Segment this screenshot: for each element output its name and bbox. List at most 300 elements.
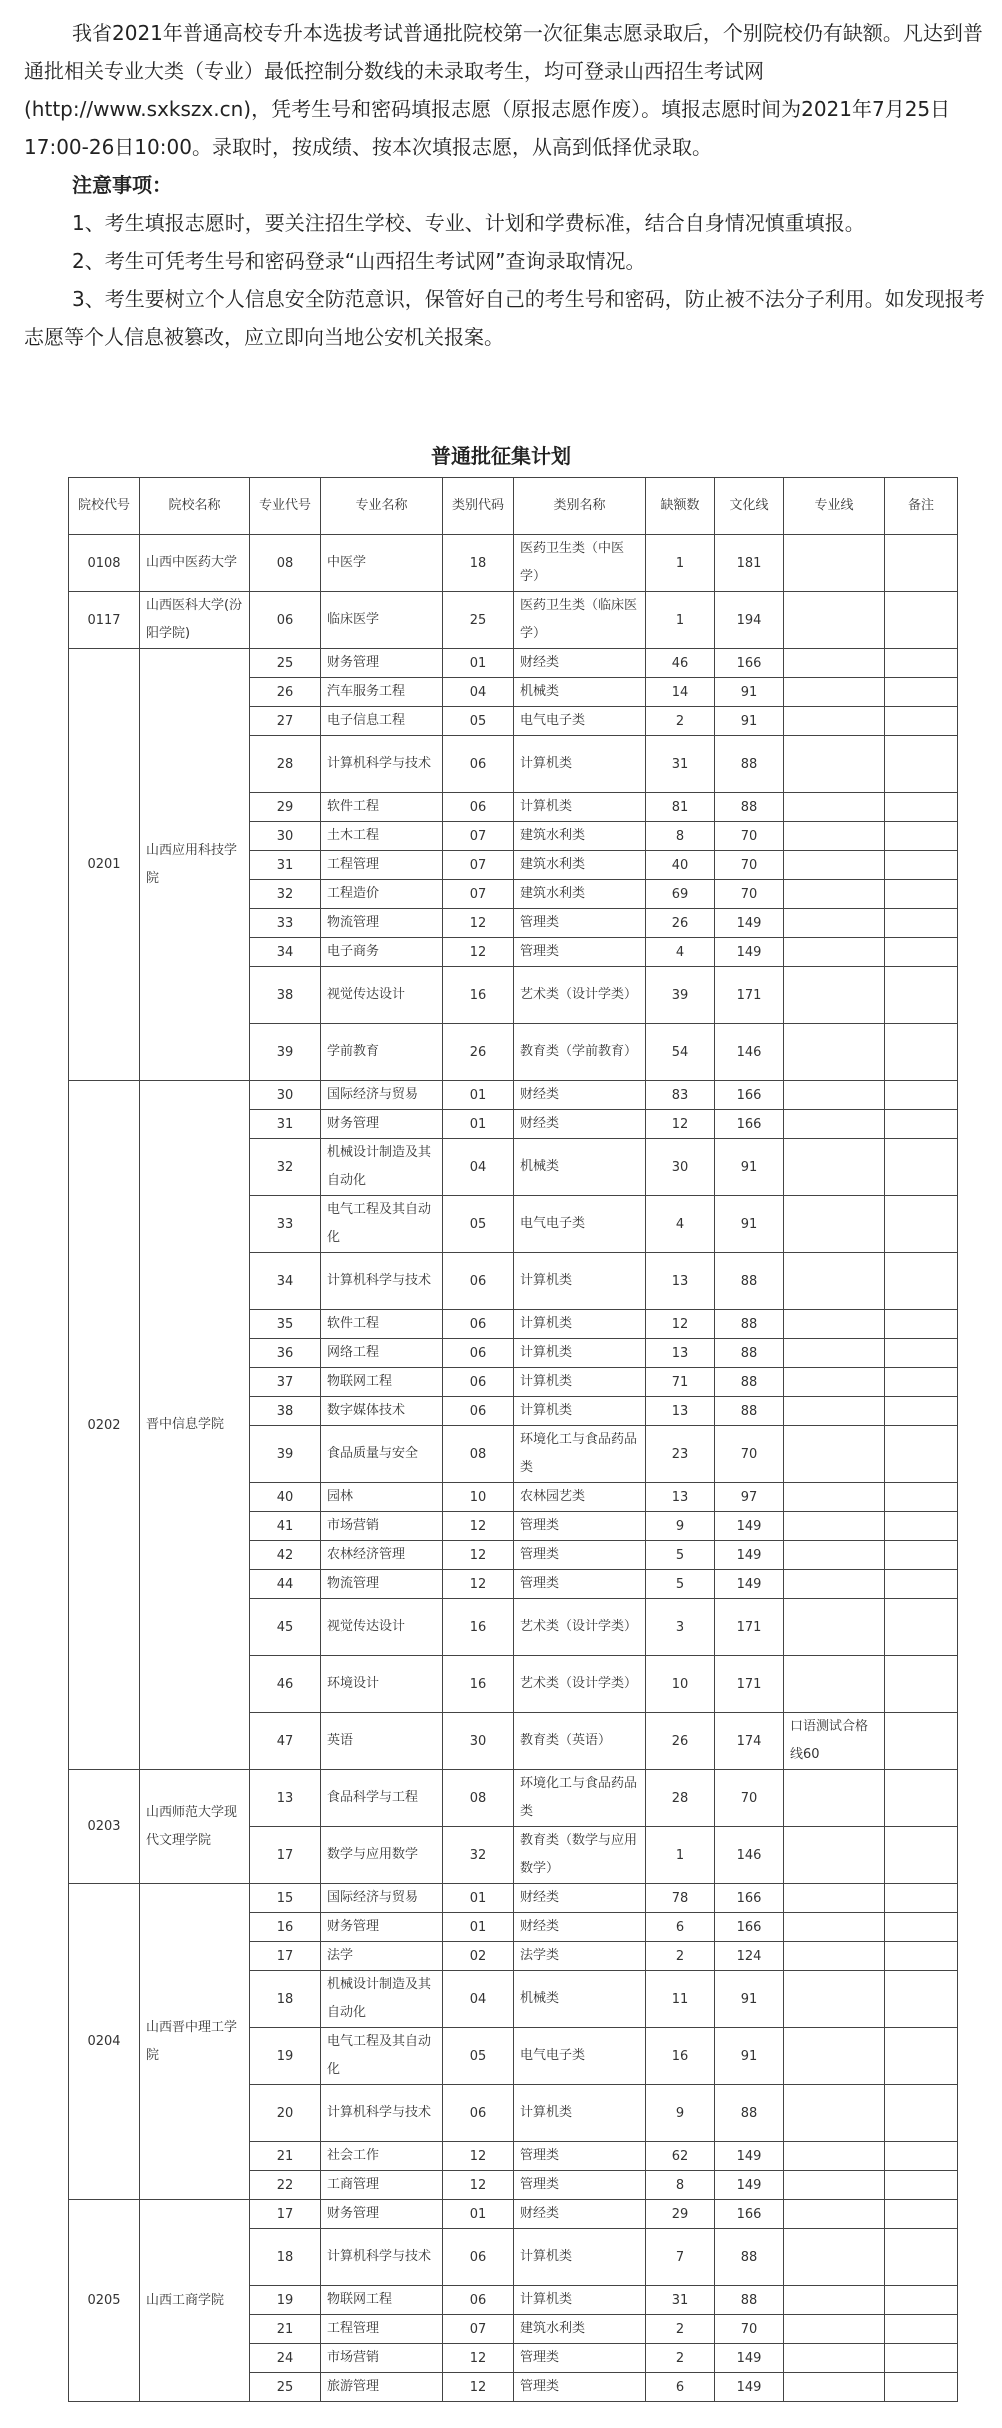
category-code-cell: 07 bbox=[443, 2315, 514, 2344]
category-code-cell: 25 bbox=[443, 592, 514, 649]
major-code-cell: 17 bbox=[250, 1942, 321, 1971]
remarks-cell bbox=[885, 880, 958, 909]
remarks-cell bbox=[885, 1913, 958, 1942]
category-code-cell: 01 bbox=[443, 1913, 514, 1942]
remarks-cell bbox=[885, 1310, 958, 1339]
major-line-cell bbox=[784, 1339, 885, 1368]
category-code-cell: 01 bbox=[443, 1110, 514, 1139]
vacancies-cell: 13 bbox=[646, 1339, 715, 1368]
culture-line-cell: 88 bbox=[715, 1397, 784, 1426]
major-code-cell: 38 bbox=[250, 1397, 321, 1426]
category-code-cell: 01 bbox=[443, 2200, 514, 2229]
category-code-cell: 32 bbox=[443, 1827, 514, 1884]
major-line-cell: 口语测试合格线60 bbox=[784, 1713, 885, 1770]
category-name-cell: 财经类 bbox=[514, 1884, 646, 1913]
category-name-cell: 管理类 bbox=[514, 2171, 646, 2200]
culture-line-cell: 171 bbox=[715, 967, 784, 1024]
vacancies-cell: 78 bbox=[646, 1884, 715, 1913]
major-name-cell: 法学 bbox=[321, 1942, 443, 1971]
vacancies-cell: 29 bbox=[646, 2200, 715, 2229]
category-name-cell: 医药卫生类（中医学） bbox=[514, 535, 646, 592]
school-name-cell: 山西医科大学(汾阳学院) bbox=[140, 592, 250, 649]
category-name-cell: 计算机类 bbox=[514, 1253, 646, 1310]
school-code-cell: 0204 bbox=[69, 1884, 140, 2200]
category-code-cell: 12 bbox=[443, 2171, 514, 2200]
major-code-cell: 19 bbox=[250, 2286, 321, 2315]
intro-section bbox=[24, 14, 986, 356]
major-name-cell: 计算机科学与技术 bbox=[321, 1253, 443, 1310]
vacancies-cell: 31 bbox=[646, 2286, 715, 2315]
culture-line-cell: 146 bbox=[715, 1827, 784, 1884]
major-line-cell bbox=[784, 1426, 885, 1483]
category-name-cell: 教育类（英语） bbox=[514, 1713, 646, 1770]
vacancies-cell: 2 bbox=[646, 707, 715, 736]
major-code-cell: 33 bbox=[250, 1196, 321, 1253]
remarks-cell bbox=[885, 1081, 958, 1110]
culture-line-cell: 166 bbox=[715, 649, 784, 678]
culture-line-cell: 91 bbox=[715, 1139, 784, 1196]
major-code-cell: 32 bbox=[250, 880, 321, 909]
major-code-cell: 45 bbox=[250, 1599, 321, 1656]
category-name-cell: 机械类 bbox=[514, 678, 646, 707]
major-name-cell: 机械设计制造及其自动化 bbox=[321, 1139, 443, 1196]
category-code-cell: 12 bbox=[443, 1541, 514, 1570]
category-code-cell: 05 bbox=[443, 1196, 514, 1253]
major-code-cell: 29 bbox=[250, 793, 321, 822]
major-line-cell bbox=[784, 1397, 885, 1426]
remarks-cell bbox=[885, 1942, 958, 1971]
category-code-cell: 08 bbox=[443, 1426, 514, 1483]
header-category-name: 类别名称 bbox=[514, 478, 646, 535]
major-name-cell: 网络工程 bbox=[321, 1339, 443, 1368]
remarks-cell bbox=[885, 1884, 958, 1913]
category-code-cell: 16 bbox=[443, 1656, 514, 1713]
culture-line-cell: 149 bbox=[715, 1512, 784, 1541]
vacancies-cell: 6 bbox=[646, 2373, 715, 2402]
major-name-cell: 学前教育 bbox=[321, 1024, 443, 1081]
major-name-cell: 园林 bbox=[321, 1483, 443, 1512]
major-line-cell bbox=[784, 1942, 885, 1971]
vacancies-cell: 40 bbox=[646, 851, 715, 880]
major-name-cell: 电气工程及其自动化 bbox=[321, 2028, 443, 2085]
culture-line-cell: 97 bbox=[715, 1483, 784, 1512]
major-code-cell: 39 bbox=[250, 1426, 321, 1483]
culture-line-cell: 166 bbox=[715, 2200, 784, 2229]
culture-line-cell: 91 bbox=[715, 2028, 784, 2085]
remarks-cell bbox=[885, 649, 958, 678]
category-name-cell: 建筑水利类 bbox=[514, 851, 646, 880]
vacancies-cell: 11 bbox=[646, 1971, 715, 2028]
note-1: 1、考生填报志愿时，要关注招生学校、专业、计划和学费标准，结合自身情况慎重填报。 bbox=[72, 211, 865, 235]
culture-line-cell: 91 bbox=[715, 707, 784, 736]
category-name-cell: 农林园艺类 bbox=[514, 1483, 646, 1512]
major-line-cell bbox=[784, 2315, 885, 2344]
table-row bbox=[69, 1081, 958, 1110]
major-code-cell: 17 bbox=[250, 2200, 321, 2229]
category-code-cell: 12 bbox=[443, 909, 514, 938]
major-line-cell bbox=[784, 736, 885, 793]
remarks-cell bbox=[885, 535, 958, 592]
major-code-cell: 25 bbox=[250, 2373, 321, 2402]
major-name-cell: 财务管理 bbox=[321, 1110, 443, 1139]
culture-line-cell: 149 bbox=[715, 2171, 784, 2200]
category-name-cell: 医药卫生类（临床医学） bbox=[514, 592, 646, 649]
major-line-cell bbox=[784, 649, 885, 678]
major-name-cell: 环境设计 bbox=[321, 1656, 443, 1713]
table-row bbox=[69, 1770, 958, 1827]
major-code-cell: 28 bbox=[250, 736, 321, 793]
remarks-cell bbox=[885, 2344, 958, 2373]
table-row bbox=[69, 592, 958, 649]
header-school-code: 院校代号 bbox=[69, 478, 140, 535]
culture-line-cell: 149 bbox=[715, 938, 784, 967]
vacancies-cell: 7 bbox=[646, 2229, 715, 2286]
culture-line-cell: 174 bbox=[715, 1713, 784, 1770]
major-line-cell bbox=[784, 1368, 885, 1397]
remarks-cell bbox=[885, 707, 958, 736]
category-name-cell: 财经类 bbox=[514, 1913, 646, 1942]
category-code-cell: 12 bbox=[443, 938, 514, 967]
school-name-cell: 山西师范大学现代文理学院 bbox=[140, 1770, 250, 1884]
category-code-cell: 07 bbox=[443, 851, 514, 880]
vacancies-cell: 54 bbox=[646, 1024, 715, 1081]
school-code-cell: 0205 bbox=[69, 2200, 140, 2402]
major-name-cell: 计算机科学与技术 bbox=[321, 2229, 443, 2286]
vacancies-cell: 1 bbox=[646, 592, 715, 649]
vacancies-cell: 2 bbox=[646, 1942, 715, 1971]
major-name-cell: 财务管理 bbox=[321, 2200, 443, 2229]
culture-line-cell: 88 bbox=[715, 1253, 784, 1310]
major-line-cell bbox=[784, 1310, 885, 1339]
major-code-cell: 39 bbox=[250, 1024, 321, 1081]
category-code-cell: 06 bbox=[443, 1339, 514, 1368]
major-line-cell bbox=[784, 2171, 885, 2200]
major-line-cell bbox=[784, 967, 885, 1024]
major-code-cell: 24 bbox=[250, 2344, 321, 2373]
vacancies-cell: 26 bbox=[646, 1713, 715, 1770]
vacancies-cell: 69 bbox=[646, 880, 715, 909]
vacancies-cell: 13 bbox=[646, 1483, 715, 1512]
culture-line-cell: 88 bbox=[715, 736, 784, 793]
culture-line-cell: 88 bbox=[715, 2229, 784, 2286]
vacancies-cell: 26 bbox=[646, 909, 715, 938]
major-code-cell: 18 bbox=[250, 1971, 321, 2028]
category-name-cell: 计算机类 bbox=[514, 1368, 646, 1397]
major-line-cell bbox=[784, 2085, 885, 2142]
major-line-cell bbox=[784, 2344, 885, 2373]
culture-line-cell: 88 bbox=[715, 2085, 784, 2142]
category-name-cell: 计算机类 bbox=[514, 1397, 646, 1426]
category-name-cell: 计算机类 bbox=[514, 793, 646, 822]
major-code-cell: 26 bbox=[250, 678, 321, 707]
category-code-cell: 12 bbox=[443, 1570, 514, 1599]
vacancies-cell: 6 bbox=[646, 1913, 715, 1942]
vacancies-cell: 5 bbox=[646, 1570, 715, 1599]
major-code-cell: 32 bbox=[250, 1139, 321, 1196]
remarks-cell bbox=[885, 1827, 958, 1884]
major-code-cell: 30 bbox=[250, 822, 321, 851]
vacancies-cell: 4 bbox=[646, 938, 715, 967]
vacancies-cell: 10 bbox=[646, 1656, 715, 1713]
remarks-cell bbox=[885, 2315, 958, 2344]
major-line-cell bbox=[784, 1971, 885, 2028]
major-name-cell: 电子商务 bbox=[321, 938, 443, 967]
major-code-cell: 20 bbox=[250, 2085, 321, 2142]
category-code-cell: 06 bbox=[443, 2286, 514, 2315]
major-code-cell: 31 bbox=[250, 1110, 321, 1139]
header-major-code: 专业代号 bbox=[250, 478, 321, 535]
major-name-cell: 国际经济与贸易 bbox=[321, 1884, 443, 1913]
major-name-cell: 临床医学 bbox=[321, 592, 443, 649]
remarks-cell bbox=[885, 1253, 958, 1310]
major-name-cell: 社会工作 bbox=[321, 2142, 443, 2171]
category-name-cell: 管理类 bbox=[514, 938, 646, 967]
school-code-cell: 0201 bbox=[69, 649, 140, 1081]
category-name-cell: 管理类 bbox=[514, 2344, 646, 2373]
vacancies-cell: 9 bbox=[646, 1512, 715, 1541]
remarks-cell bbox=[885, 1397, 958, 1426]
category-name-cell: 财经类 bbox=[514, 649, 646, 678]
school-code-cell: 0203 bbox=[69, 1770, 140, 1884]
major-line-cell bbox=[784, 1770, 885, 1827]
remarks-cell bbox=[885, 1512, 958, 1541]
school-name-cell: 晋中信息学院 bbox=[140, 1081, 250, 1770]
category-name-cell: 环境化工与食品药品类 bbox=[514, 1770, 646, 1827]
major-name-cell: 财务管理 bbox=[321, 1913, 443, 1942]
category-code-cell: 12 bbox=[443, 2344, 514, 2373]
remarks-cell bbox=[885, 592, 958, 649]
major-code-cell: 34 bbox=[250, 1253, 321, 1310]
remarks-cell bbox=[885, 678, 958, 707]
table-row bbox=[69, 1884, 958, 1913]
category-code-cell: 01 bbox=[443, 649, 514, 678]
major-line-cell bbox=[784, 1024, 885, 1081]
category-code-cell: 04 bbox=[443, 1139, 514, 1196]
major-code-cell: 25 bbox=[250, 649, 321, 678]
vacancies-cell: 71 bbox=[646, 1368, 715, 1397]
culture-line-cell: 91 bbox=[715, 1971, 784, 2028]
major-code-cell: 33 bbox=[250, 909, 321, 938]
vacancies-cell: 9 bbox=[646, 2085, 715, 2142]
culture-line-cell: 149 bbox=[715, 1541, 784, 1570]
major-name-cell: 市场营销 bbox=[321, 2344, 443, 2373]
major-name-cell: 旅游管理 bbox=[321, 2373, 443, 2402]
remarks-cell bbox=[885, 2373, 958, 2402]
major-line-cell bbox=[784, 793, 885, 822]
category-code-cell: 12 bbox=[443, 1512, 514, 1541]
category-code-cell: 06 bbox=[443, 1397, 514, 1426]
culture-line-cell: 70 bbox=[715, 880, 784, 909]
category-code-cell: 18 bbox=[443, 535, 514, 592]
category-name-cell: 计算机类 bbox=[514, 736, 646, 793]
major-code-cell: 42 bbox=[250, 1541, 321, 1570]
school-name-cell: 山西晋中理工学院 bbox=[140, 1884, 250, 2200]
major-name-cell: 物流管理 bbox=[321, 1570, 443, 1599]
remarks-cell bbox=[885, 1541, 958, 1570]
remarks-cell bbox=[885, 1599, 958, 1656]
category-name-cell: 艺术类（设计学类） bbox=[514, 1599, 646, 1656]
vacancies-cell: 14 bbox=[646, 678, 715, 707]
major-line-cell bbox=[784, 1599, 885, 1656]
category-name-cell: 机械类 bbox=[514, 1971, 646, 2028]
vacancies-cell: 31 bbox=[646, 736, 715, 793]
major-name-cell: 工程管理 bbox=[321, 2315, 443, 2344]
major-name-cell: 食品科学与工程 bbox=[321, 1770, 443, 1827]
vacancies-cell: 28 bbox=[646, 1770, 715, 1827]
vacancies-cell: 1 bbox=[646, 535, 715, 592]
remarks-cell bbox=[885, 1483, 958, 1512]
category-code-cell: 06 bbox=[443, 1310, 514, 1339]
vacancies-cell: 83 bbox=[646, 1081, 715, 1110]
vacancies-cell: 3 bbox=[646, 1599, 715, 1656]
vacancies-cell: 8 bbox=[646, 2171, 715, 2200]
remarks-cell bbox=[885, 2229, 958, 2286]
major-line-cell bbox=[784, 822, 885, 851]
remarks-cell bbox=[885, 1024, 958, 1081]
culture-line-cell: 149 bbox=[715, 2142, 784, 2171]
major-name-cell: 电子信息工程 bbox=[321, 707, 443, 736]
table-row bbox=[69, 535, 958, 592]
major-code-cell: 15 bbox=[250, 1884, 321, 1913]
major-code-cell: 35 bbox=[250, 1310, 321, 1339]
major-name-cell: 数字媒体技术 bbox=[321, 1397, 443, 1426]
remarks-cell bbox=[885, 1196, 958, 1253]
culture-line-cell: 88 bbox=[715, 1310, 784, 1339]
major-line-cell bbox=[784, 2229, 885, 2286]
major-line-cell bbox=[784, 1570, 885, 1599]
major-name-cell: 土木工程 bbox=[321, 822, 443, 851]
culture-line-cell: 149 bbox=[715, 1570, 784, 1599]
major-name-cell: 汽车服务工程 bbox=[321, 678, 443, 707]
remarks-cell bbox=[885, 1139, 958, 1196]
culture-line-cell: 124 bbox=[715, 1942, 784, 1971]
major-name-cell: 物流管理 bbox=[321, 909, 443, 938]
category-code-cell: 12 bbox=[443, 2373, 514, 2402]
culture-line-cell: 88 bbox=[715, 1368, 784, 1397]
vacancies-cell: 8 bbox=[646, 822, 715, 851]
culture-line-cell: 70 bbox=[715, 851, 784, 880]
remarks-cell bbox=[885, 2171, 958, 2200]
culture-line-cell: 70 bbox=[715, 822, 784, 851]
category-code-cell: 30 bbox=[443, 1713, 514, 1770]
major-name-cell: 食品质量与安全 bbox=[321, 1426, 443, 1483]
intro-paragraph: 我省2021年普通高校专升本选拔考试普通批院校第一次征集志愿录取后，个别院校仍有缺额。凡达到普通批相关专业大类（专业）最低控制分数线的未录取考生，均可登录山西招生考试网(http://www.sxkszx.cn)，凭考生号和密码填报志愿（原报志愿作废）。填报志愿时间为2021年7月25日17:00-26日10:00。录取时，按成绩、按本次填报志愿，从高到低择优录取。 bbox=[24, 21, 983, 159]
major-line-cell bbox=[784, 1541, 885, 1570]
remarks-cell bbox=[885, 822, 958, 851]
vacancies-cell: 16 bbox=[646, 2028, 715, 2085]
vacancies-cell: 13 bbox=[646, 1253, 715, 1310]
table-row bbox=[69, 649, 958, 678]
remarks-cell bbox=[885, 1368, 958, 1397]
remarks-cell bbox=[885, 1110, 958, 1139]
remarks-cell bbox=[885, 1426, 958, 1483]
vacancies-cell: 12 bbox=[646, 1110, 715, 1139]
category-name-cell: 计算机类 bbox=[514, 2085, 646, 2142]
school-code-cell: 0108 bbox=[69, 535, 140, 592]
culture-line-cell: 166 bbox=[715, 1913, 784, 1942]
major-code-cell: 31 bbox=[250, 851, 321, 880]
vacancies-cell: 4 bbox=[646, 1196, 715, 1253]
culture-line-cell: 88 bbox=[715, 793, 784, 822]
remarks-cell bbox=[885, 2142, 958, 2171]
category-code-cell: 06 bbox=[443, 1253, 514, 1310]
culture-line-cell: 166 bbox=[715, 1884, 784, 1913]
category-code-cell: 01 bbox=[443, 1884, 514, 1913]
culture-line-cell: 88 bbox=[715, 2286, 784, 2315]
vacancies-cell: 1 bbox=[646, 1827, 715, 1884]
category-name-cell: 计算机类 bbox=[514, 1310, 646, 1339]
major-name-cell: 视觉传达设计 bbox=[321, 967, 443, 1024]
major-line-cell bbox=[784, 678, 885, 707]
major-name-cell: 软件工程 bbox=[321, 793, 443, 822]
major-code-cell: 38 bbox=[250, 967, 321, 1024]
remarks-cell bbox=[885, 938, 958, 967]
major-code-cell: 21 bbox=[250, 2315, 321, 2344]
category-code-cell: 04 bbox=[443, 1971, 514, 2028]
major-name-cell: 国际经济与贸易 bbox=[321, 1081, 443, 1110]
major-line-cell bbox=[784, 851, 885, 880]
category-name-cell: 建筑水利类 bbox=[514, 880, 646, 909]
major-name-cell: 软件工程 bbox=[321, 1310, 443, 1339]
remarks-cell bbox=[885, 1339, 958, 1368]
notes-title: 注意事项： bbox=[72, 173, 172, 197]
category-code-cell: 06 bbox=[443, 793, 514, 822]
major-name-cell: 英语 bbox=[321, 1713, 443, 1770]
major-code-cell: 19 bbox=[250, 2028, 321, 2085]
vacancies-cell: 62 bbox=[646, 2142, 715, 2171]
category-code-cell: 10 bbox=[443, 1483, 514, 1512]
major-line-cell bbox=[784, 1139, 885, 1196]
major-line-cell bbox=[784, 1253, 885, 1310]
vacancies-cell: 46 bbox=[646, 649, 715, 678]
category-name-cell: 法学类 bbox=[514, 1942, 646, 1971]
major-line-cell bbox=[784, 1110, 885, 1139]
category-code-cell: 07 bbox=[443, 822, 514, 851]
category-code-cell: 16 bbox=[443, 1599, 514, 1656]
category-name-cell: 电气电子类 bbox=[514, 2028, 646, 2085]
major-name-cell: 农林经济管理 bbox=[321, 1541, 443, 1570]
category-name-cell: 管理类 bbox=[514, 2373, 646, 2402]
category-name-cell: 建筑水利类 bbox=[514, 2315, 646, 2344]
header-school-name: 院校名称 bbox=[140, 478, 250, 535]
remarks-cell bbox=[885, 793, 958, 822]
major-name-cell: 物联网工程 bbox=[321, 2286, 443, 2315]
category-code-cell: 06 bbox=[443, 1368, 514, 1397]
remarks-cell bbox=[885, 2028, 958, 2085]
category-name-cell: 计算机类 bbox=[514, 2286, 646, 2315]
category-name-cell: 财经类 bbox=[514, 1110, 646, 1139]
remarks-cell bbox=[885, 1971, 958, 2028]
table-body bbox=[69, 535, 958, 2402]
major-code-cell: 44 bbox=[250, 1570, 321, 1599]
category-code-cell: 07 bbox=[443, 880, 514, 909]
header-major-name: 专业名称 bbox=[321, 478, 443, 535]
remarks-cell bbox=[885, 1770, 958, 1827]
major-code-cell: 13 bbox=[250, 1770, 321, 1827]
culture-line-cell: 149 bbox=[715, 909, 784, 938]
header-category-code: 类别代码 bbox=[443, 478, 514, 535]
remarks-cell bbox=[885, 1656, 958, 1713]
category-name-cell: 艺术类（设计学类） bbox=[514, 967, 646, 1024]
culture-line-cell: 149 bbox=[715, 2373, 784, 2402]
category-name-cell: 管理类 bbox=[514, 1512, 646, 1541]
major-line-cell bbox=[784, 707, 885, 736]
category-code-cell: 04 bbox=[443, 678, 514, 707]
note-3: 3、考生要树立个人信息安全防范意识，保管好自己的考生号和密码，防止被不法分子利用。如发现报考志愿等个人信息被篡改，应立即向当地公安机关报案。 bbox=[24, 287, 985, 349]
school-code-cell: 0117 bbox=[69, 592, 140, 649]
culture-line-cell: 166 bbox=[715, 1081, 784, 1110]
major-line-cell bbox=[784, 1512, 885, 1541]
